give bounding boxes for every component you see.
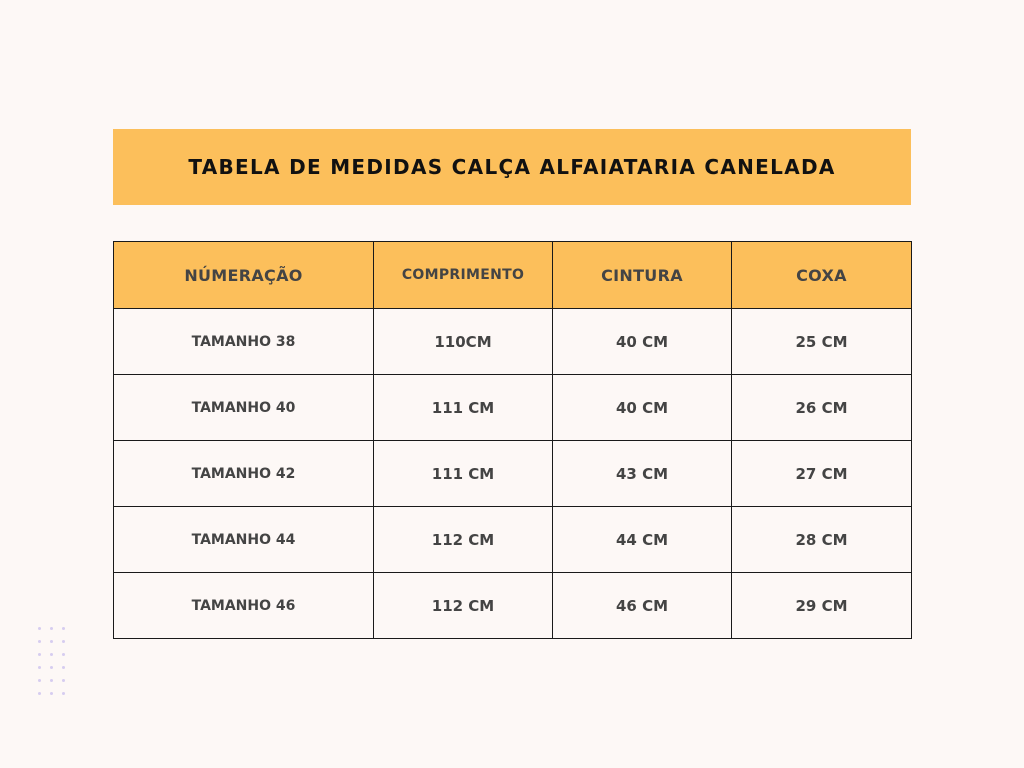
cintura-cell: 40 CM: [553, 309, 732, 375]
table-row: [114, 309, 912, 375]
dot: [62, 666, 65, 669]
size-cell: TAMANHO 38: [114, 309, 374, 375]
table-header-row: [114, 242, 912, 309]
size-cell: TAMANHO 42: [114, 441, 374, 507]
comprimento-cell: 111 CM: [374, 441, 553, 507]
decorative-dot-grid: [38, 627, 66, 696]
cintura-cell: 46 CM: [553, 573, 732, 639]
comprimento-cell: 110CM: [374, 309, 553, 375]
coxa-cell: 28 CM: [732, 507, 912, 573]
cintura-cell: 43 CM: [553, 441, 732, 507]
header-coxa: COXA: [732, 242, 912, 309]
table-row: [114, 573, 912, 639]
cintura-cell: 40 CM: [553, 375, 732, 441]
dot: [62, 692, 65, 695]
dot: [50, 692, 53, 695]
dot: [38, 627, 41, 630]
coxa-cell: 26 CM: [732, 375, 912, 441]
size-cell: TAMANHO 44: [114, 507, 374, 573]
size-cell: TAMANHO 40: [114, 375, 374, 441]
dot: [50, 653, 53, 656]
table-row: [114, 441, 912, 507]
dot: [62, 679, 65, 682]
table-row: [114, 375, 912, 441]
dot: [38, 679, 41, 682]
coxa-cell: 25 CM: [732, 309, 912, 375]
dot: [38, 692, 41, 695]
table-row: [114, 507, 912, 573]
comprimento-cell: 112 CM: [374, 573, 553, 639]
coxa-cell: 29 CM: [732, 573, 912, 639]
header-cintura: CINTURA: [553, 242, 732, 309]
dot: [62, 653, 65, 656]
cintura-cell: 44 CM: [553, 507, 732, 573]
dot: [50, 627, 53, 630]
comprimento-cell: 112 CM: [374, 507, 553, 573]
dot: [50, 679, 53, 682]
coxa-cell: 27 CM: [732, 441, 912, 507]
size-chart-table: [113, 241, 912, 639]
dot: [38, 666, 41, 669]
page-title: TABELA DE MEDIDAS CALÇA ALFAIATARIA CANELADA: [188, 155, 836, 179]
dot: [38, 653, 41, 656]
title-banner: [113, 129, 911, 205]
header-numeracao: NÚMERAÇÃO: [114, 242, 374, 309]
comprimento-cell: 111 CM: [374, 375, 553, 441]
dot: [62, 640, 65, 643]
dot: [50, 666, 53, 669]
dot: [50, 640, 53, 643]
dot: [38, 640, 41, 643]
size-cell: TAMANHO 46: [114, 573, 374, 639]
header-comprimento: COMPRIMENTO: [374, 242, 553, 309]
dot: [62, 627, 65, 630]
